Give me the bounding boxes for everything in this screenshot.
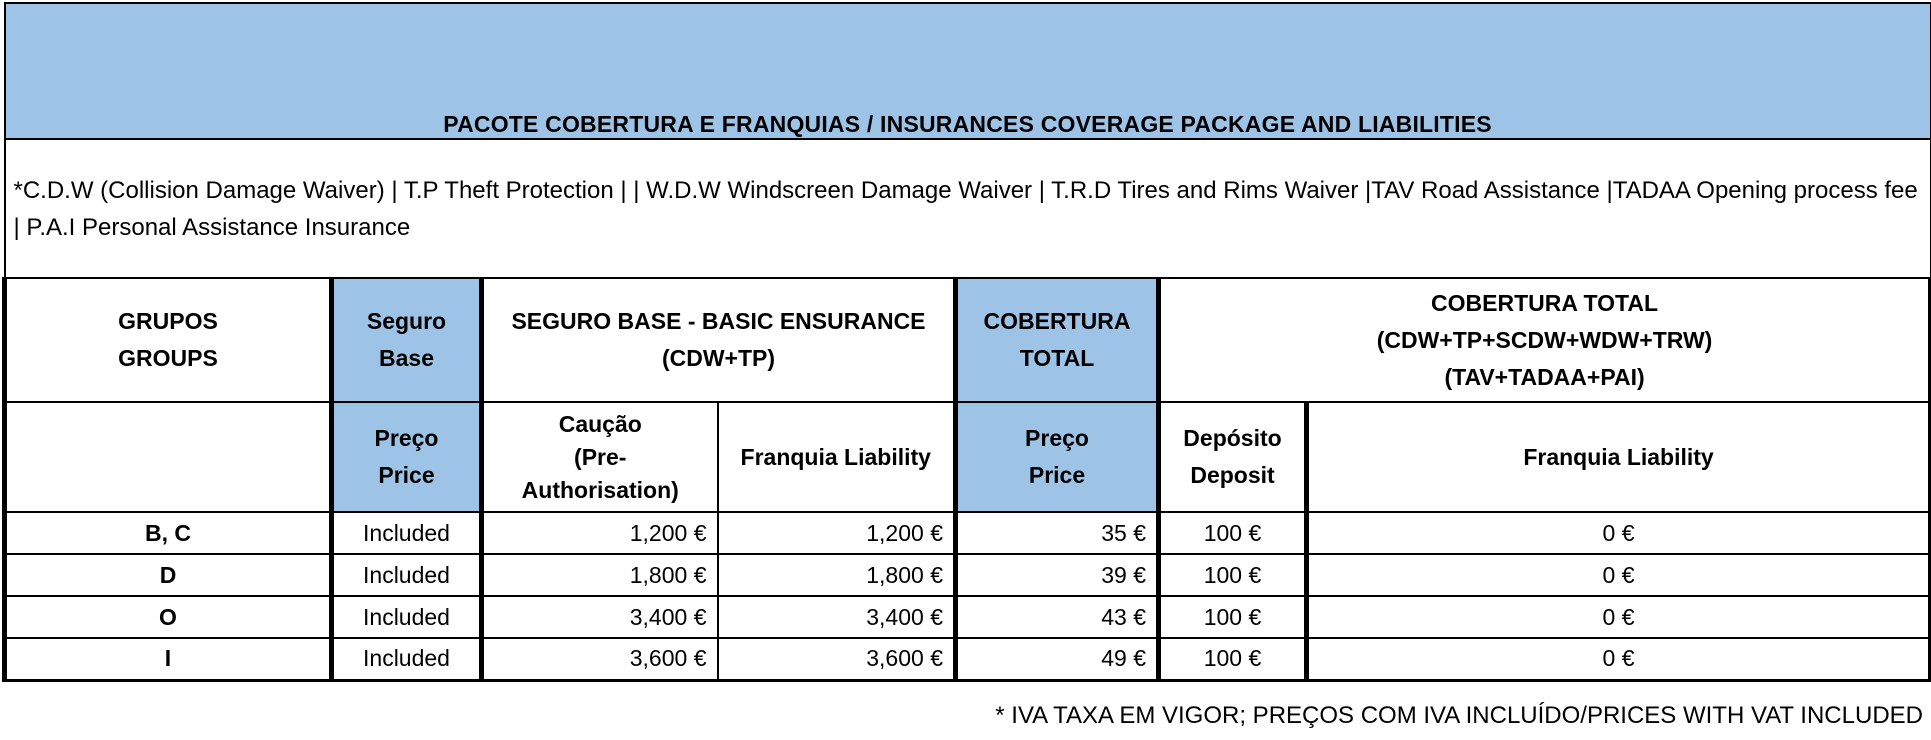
base-price-cell: Included — [332, 596, 482, 638]
caucao-subheader: Caução (Pre- Authorisation) — [482, 402, 718, 512]
group-cell: B, C — [5, 512, 332, 554]
base-price-cell: Included — [332, 638, 482, 680]
deposit-cell: 100 € — [1159, 638, 1307, 680]
total-price-cell: 39 € — [956, 554, 1159, 596]
table-row — [5, 596, 1931, 638]
deposit-cell: 100 € — [1159, 596, 1307, 638]
seguro-base-header: Seguro Base — [332, 278, 482, 402]
base-price-subheader: Preço Price — [332, 402, 482, 512]
total-liability-cell: 0 € — [1307, 554, 1931, 596]
basic-liability-subheader: Franquia Liability — [718, 402, 956, 512]
total-price-cell: 49 € — [956, 638, 1159, 680]
subheader-row — [5, 402, 1931, 512]
basic-insurance-header: SEGURO BASE - BASIC ENSURANCE (CDW+TP) — [482, 278, 956, 402]
insurance-coverage-table — [2, 2, 1931, 682]
abbreviations-note: *C.D.W (Collision Damage Waiver) | T.P Theft Protection | | W.D.W Windscreen Damage Waiver | T.R.D Tires and Rims Waiver |TAV Road Assistance |TADAA Opening process fee | P.A.I Personal Assistance Insurance — [5, 139, 1931, 278]
vat-footnote: * IVA TAXA EM VIGOR; PREÇOS COM IVA INCLUÍDO/PRICES WITH VAT INCLUDED — [995, 702, 1923, 729]
liability-cell: 3,600 € — [718, 638, 956, 680]
caucao-cell: 3,600 € — [482, 638, 718, 680]
total-liability-cell: 0 € — [1307, 512, 1931, 554]
caucao-cell: 1,200 € — [482, 512, 718, 554]
liability-cell: 1,800 € — [718, 554, 956, 596]
total-liability-subheader: Franquia Liability — [1307, 402, 1931, 512]
total-liability-cell: 0 € — [1307, 638, 1931, 680]
base-price-cell: Included — [332, 554, 482, 596]
total-price-cell: 35 € — [956, 512, 1159, 554]
cobertura-total-header: COBERTURA TOTAL — [956, 278, 1159, 402]
group-cell: I — [5, 638, 332, 680]
liability-cell: 1,200 € — [718, 512, 956, 554]
table-row — [5, 638, 1931, 680]
groups-subheader-empty — [5, 402, 332, 512]
header-row — [5, 278, 1931, 402]
caucao-cell: 3,400 € — [482, 596, 718, 638]
table-title: PACOTE COBERTURA E FRANQUIAS / INSURANCES COVERAGE PACKAGE AND LIABILITIES — [5, 3, 1931, 139]
abbreviations-row — [5, 139, 1931, 278]
table-row — [5, 554, 1931, 596]
total-liability-cell: 0 € — [1307, 596, 1931, 638]
base-price-cell: Included — [332, 512, 482, 554]
table-row — [5, 512, 1931, 554]
deposit-cell: 100 € — [1159, 554, 1307, 596]
total-price-cell: 43 € — [956, 596, 1159, 638]
liability-cell: 3,400 € — [718, 596, 956, 638]
groups-header: GRUPOS GROUPS — [5, 278, 332, 402]
total-price-subheader: Preço Price — [956, 402, 1159, 512]
caucao-cell: 1,800 € — [482, 554, 718, 596]
group-cell: O — [5, 596, 332, 638]
total-coverage-header: COBERTURA TOTAL (CDW+TP+SCDW+WDW+TRW) (TAV+TADAA+PAI) — [1159, 278, 1931, 402]
deposit-cell: 100 € — [1159, 512, 1307, 554]
title-row — [5, 3, 1931, 139]
group-cell: D — [5, 554, 332, 596]
deposit-subheader: Depósito Deposit — [1159, 402, 1307, 512]
